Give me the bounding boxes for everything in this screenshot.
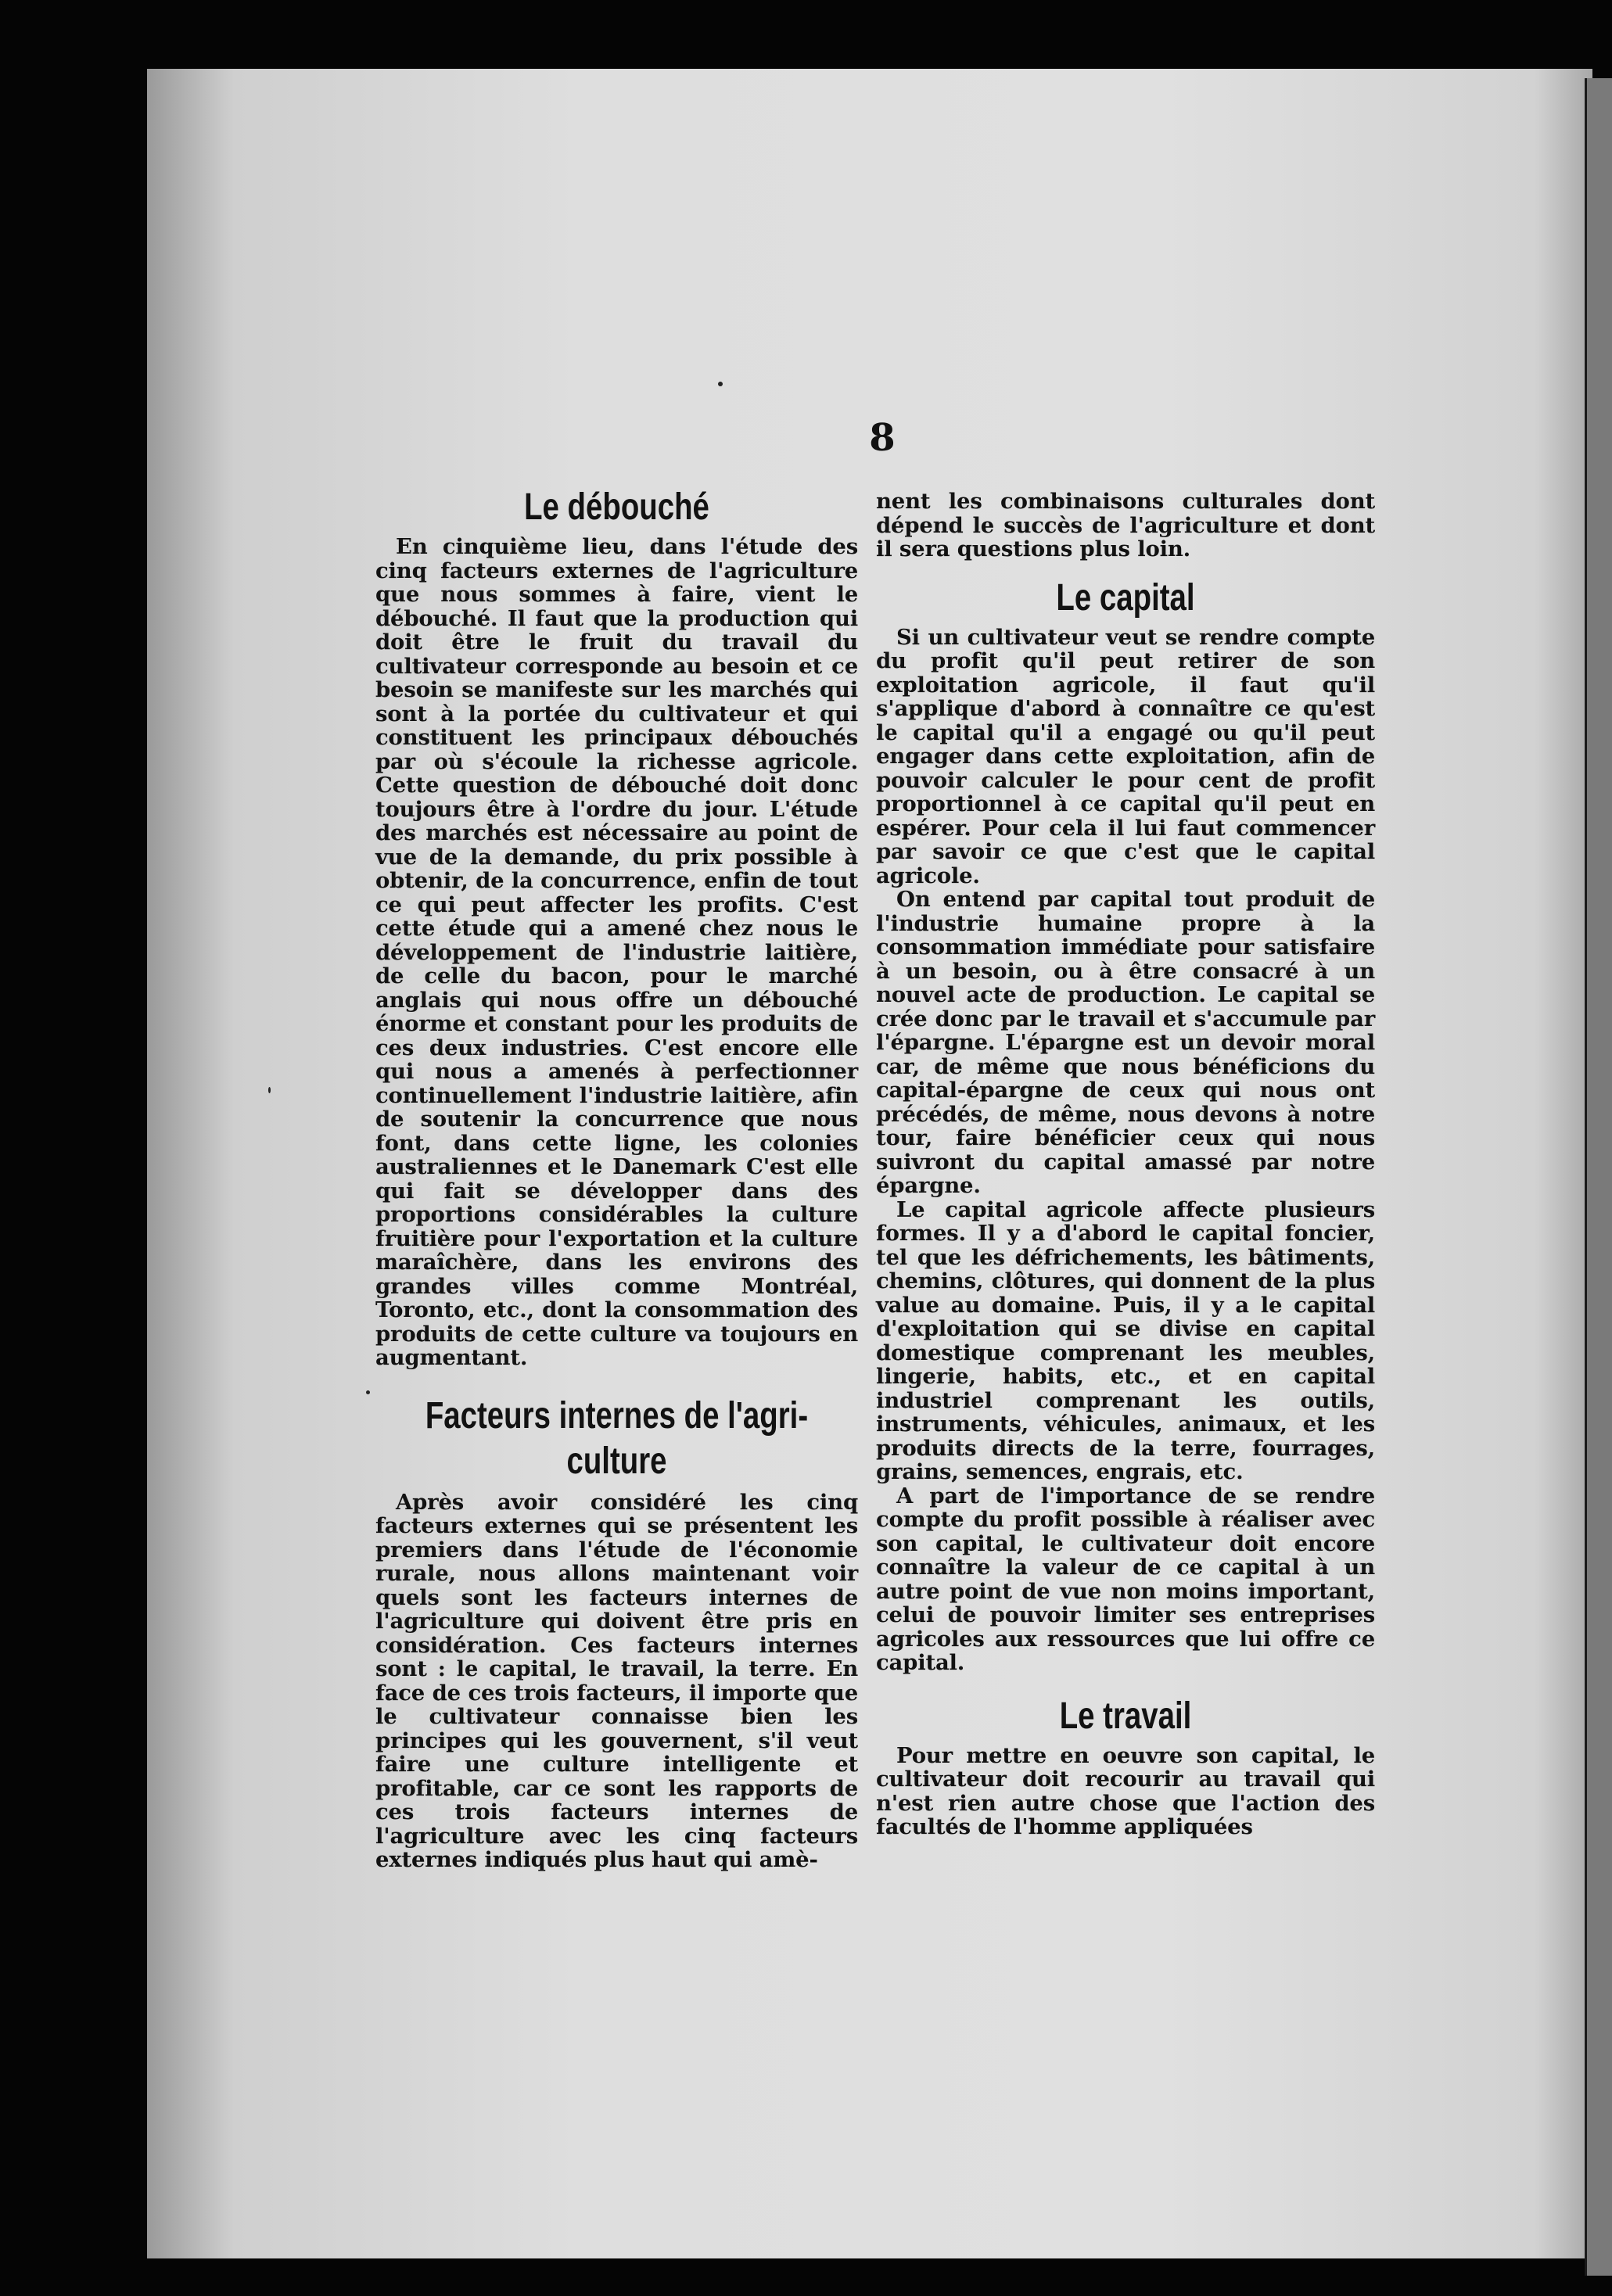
scan-speck — [366, 1390, 370, 1394]
scanned-page — [147, 69, 1592, 2258]
section-title-facteurs — [424, 1394, 810, 1484]
capital-paragraph-1: Si un cultivateur veut se rendre compte du profit qu'il peut retirer de son exploitation agricole, il faut qu'il s'applique d'abord à connaître ce qu'est le capital qu'il a engagé ou qu'il peut engager dans cette exploitation, afin de pouvoir calculer le pour cent de profit proportionnel à ce capital qu'il peut en espérer. Pour cela il lui faut commencer par savoir ce que c'est que le capital agricole. — [876, 624, 1375, 888]
right-column — [876, 490, 1375, 1839]
left-column — [375, 485, 858, 1872]
continuation-paragraph: nent les combinaisons culturales dont dépend le succès de l'agriculture et dont il sera questions plus loin. — [876, 489, 1375, 561]
capital-paragraph-3: Le capital agricole affecte plusieurs formes. Il y a d'abord le capital foncier, tel que les défrichements, les bâtiments, chemins, clôtures, qui donnent de la plus value au domaine. Puis, il y a le capital d'exploitation qui se divise en capital domestique comprenant les meubles, lingerie, habits, etc., et en capital industriel comprenant les outils, instruments, véhicules, animaux, et les produits directs de la terre, fourrages, grains, semences, engrais, etc. — [876, 1196, 1375, 1484]
section-title-travail: Le travail — [1059, 1695, 1192, 1737]
page-number: 8 — [869, 416, 896, 460]
facteurs-title-line2: culture — [566, 1440, 667, 1482]
travail-paragraph: Pour mettre en oeuvre son capital, le cultivateur doit recourir au travail qui n'est rien autre chose que l'action des facultés de l'homme appliquées — [876, 1742, 1375, 1839]
section-title-debouche: Le débouché — [524, 486, 709, 528]
page-edge-strip — [1585, 78, 1612, 2276]
scan-speck — [718, 382, 723, 386]
section-title-capital: Le capital — [1056, 576, 1195, 619]
facteurs-title-line1: Facteurs internes de l'agri- — [425, 1394, 809, 1437]
facteurs-paragraph: Après avoir considéré les cinq facteurs externes qui se présentent les premiers dans l'étude de l'économie rurale, nous allons maintenant voir quels sont les facteurs internes de l'agriculture qui doivent être pris en considération. Ces facteurs internes sont : le capital, le travail, la terre. En face de ces trois facteurs, il importe que le cultivateur connaisse bien les principes qui les gouvernent, s'il veut faire une culture intelligente et profitable, car ce sont les rapports de ces trois facteurs internes de l'agriculture avec les cinq facteurs externes indiqués plus haut qui amè- — [375, 1489, 858, 1872]
capital-paragraph-2: On entend par capital tout produit de l'industrie humaine propre à la consommation immédiate pour satisfaire à un besoin, ou à être consacré à un nouvel acte de production. Le capital se crée donc par le travail et s'accumule par l'épargne. L'épargne est un devoir moral car, de même que nous bénéficions du capital-épargne de ceux qui nous ont précédés, de même, nous devons à notre tour, faire bénéficier ceux qui nous suivront du capital amassé par notre épargne. — [876, 887, 1375, 1198]
capital-paragraph-4: A part de l'importance de se rendre compte du profit possible à réaliser avec son capital, le cultivateur doit encore connaître la valeur de ce capital à un autre point de vue non moins important, celui de pouvoir limiter ses entreprises agricoles aux ressources que lui offre ce capital. — [876, 1483, 1375, 1675]
debouche-paragraph: En cinquième lieu, dans l'étude des cinq facteurs externes de l'agriculture que nous sommes à faire, vient le débouché. Il faut que la production qui doit être le fruit du travail du cultivateur corresponde au besoin et ce besoin se manifeste sur les marchés qui sont à la portée du cultivateur et qui constituent les principaux débouchés par où s'écoule la richesse agricole. Cette question de débouché doit donc toujours être à l'ordre du jour. L'étude des marchés est nécessaire au point de vue de la demande, du prix possible à obtenir, de la concurrence, enfin de tout ce qui peut affecter les profits. C'est cette étude qui a amené chez nous le développement de l'industrie laitière, de celle du bacon, pour le marché anglais qui nous offre un débouché énorme et constant pour les produits de ces deux industries. C'est encore elle qui nous a amenés à perfectionner continuellement l'industrie laitière, afin de soutenir la concurrence que nous font, dans cette ligne, les colonies australiennes et le Danemark C'est elle qui fait se développer dans des proportions considérables la culture fruitière pour l'exportation et la culture maraîchère, dans les environs des grandes villes comme Montréal, Toronto, etc., dont la consommation des produits de cette culture va toujours en augmentant. — [375, 534, 858, 1370]
scan-speck — [268, 1087, 271, 1093]
